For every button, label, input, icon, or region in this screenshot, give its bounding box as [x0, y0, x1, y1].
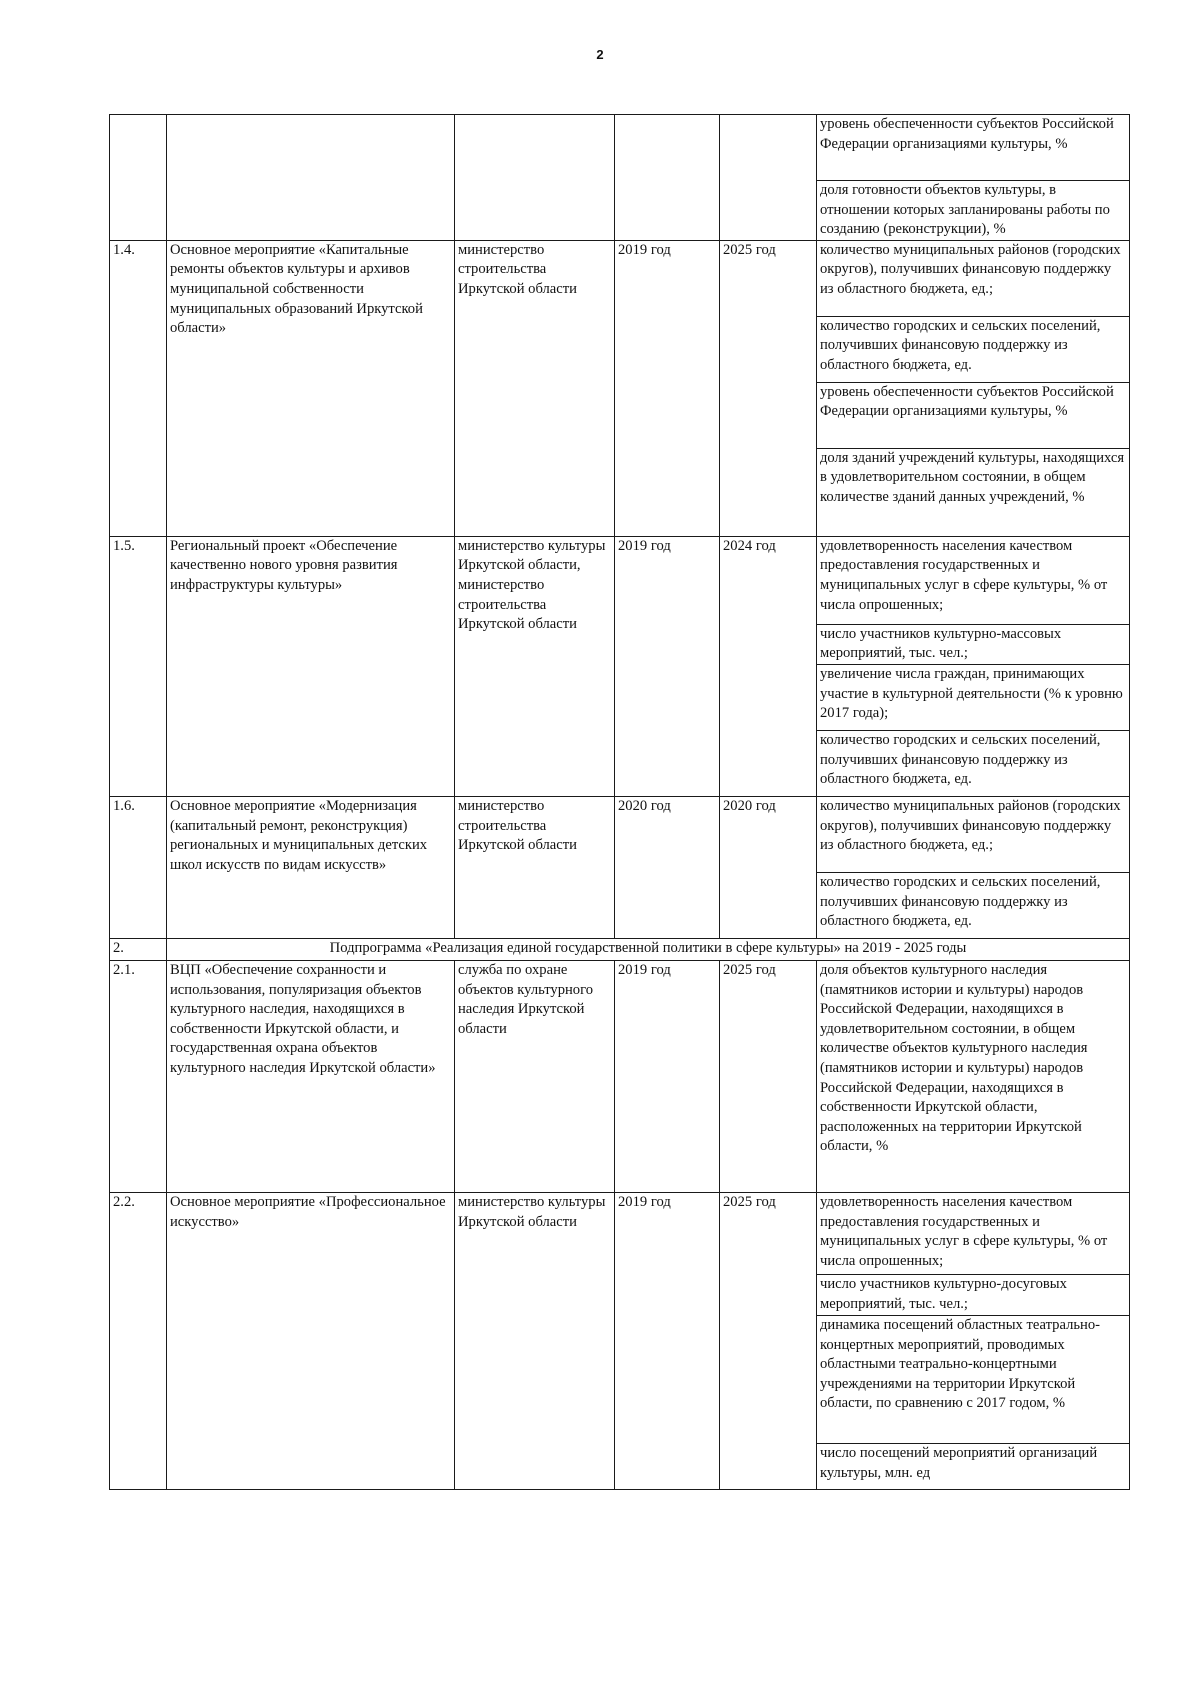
- indicator-cell: число участников культурно-досуговых мероприятий, тыс. чел.;: [817, 1274, 1130, 1315]
- end-year-cell: 2025 год: [720, 240, 817, 536]
- indicator-cell: доля готовности объектов культуры, в отношении которых запланированы работы по созданию (реконструкции), %: [817, 181, 1130, 241]
- indicator-cell: количество городских и сельских поселений, получивших финансовую поддержку из областного бюджета, ед.: [817, 730, 1130, 796]
- measure-name-cell: Основное мероприятие «Модернизация (капитальный ремонт, реконструкция) региональных и муниципальных детских школ искусств по видам искусств»: [167, 796, 455, 938]
- end-year-cell: 2025 год: [720, 1192, 817, 1489]
- indicator-cell: удовлетворенность населения качеством предоставления государственных и муниципальных услуг в сфере культуры, % от числа опрошенных;: [817, 536, 1130, 624]
- executor-cell: министерство строительства Иркутской области: [455, 796, 615, 938]
- table-row: [110, 1192, 1130, 1274]
- indicator-cell: уровень обеспеченности субъектов Российской Федерации организациями культуры, %: [817, 382, 1130, 448]
- indicator-cell: динамика посещений областных театрально-концертных мероприятий, проводимых областными театрально-концертными учреждениями на территории Иркутской области, по сравнению с 2017 годом, %: [817, 1315, 1130, 1443]
- number-cell: 1.4.: [110, 240, 167, 536]
- end-year-cell: 2024 год: [720, 536, 817, 796]
- indicator-cell: увеличение числа граждан, принимающих участие в культурной деятельности (% к уровню 2017 года);: [817, 664, 1130, 730]
- table-row: [110, 796, 1130, 872]
- subprogram-title: Подпрограмма «Реализация единой государственной политики в сфере культуры» на 2019 - 2025 годы: [167, 938, 1130, 960]
- indicator-cell: количество городских и сельских поселений, получивших финансовую поддержку из областного бюджета, ед.: [817, 316, 1130, 382]
- indicator-cell: количество муниципальных районов (городских округов), получивших финансовую поддержку из областного бюджета, ед.;: [817, 796, 1130, 872]
- start-year-cell: 2020 год: [615, 796, 720, 938]
- page-number: 2: [596, 47, 604, 62]
- indicator-cell: число участников культурно-массовых мероприятий, тыс. чел.;: [817, 624, 1130, 664]
- number-cell: [110, 115, 167, 241]
- measure-name-cell: Основное мероприятие «Капитальные ремонты объектов культуры и архивов муниципальной собственности муниципальных образований Иркутской области»: [167, 240, 455, 536]
- start-year-cell: 2019 год: [615, 960, 720, 1192]
- measure-name-cell: Региональный проект «Обеспечение качественно нового уровня развития инфраструктуры культуры»: [167, 536, 455, 796]
- number-cell: 2.: [110, 938, 167, 960]
- start-year-cell: 2019 год: [615, 240, 720, 536]
- executor-cell: [455, 115, 615, 241]
- measure-name-cell: ВЦП «Обеспечение сохранности и использования, популяризация объектов культурного наследия, находящихся в собственности Иркутской области, и государственная охрана объектов культурного наследия Иркутской области»: [167, 960, 455, 1192]
- indicator-cell: доля зданий учреждений культуры, находящихся в удовлетворительном состоянии, в общем количестве зданий данных учреждений, %: [817, 448, 1130, 536]
- start-year-cell: 2019 год: [615, 536, 720, 796]
- executor-cell: министерство строительства Иркутской области: [455, 240, 615, 536]
- end-year-cell: 2025 год: [720, 960, 817, 1192]
- indicator-cell: число посещений мероприятий организаций культуры, млн. ед: [817, 1443, 1130, 1489]
- indicator-cell: удовлетворенность населения качеством предоставления государственных и муниципальных услуг в сфере культуры, % от числа опрошенных;: [817, 1192, 1130, 1274]
- indicator-cell: уровень обеспеченности субъектов Российской Федерации организациями культуры, %: [817, 115, 1130, 181]
- number-cell: 1.6.: [110, 796, 167, 938]
- table-row: [110, 960, 1130, 1192]
- subprogram-row: [110, 938, 1130, 960]
- executor-cell: министерство культуры Иркутской области, министерство строительства Иркутской области: [455, 536, 615, 796]
- measure-name-cell: Основное мероприятие «Профессиональное искусство»: [167, 1192, 455, 1489]
- indicator-cell: количество городских и сельских поселений, получивших финансовую поддержку из областного бюджета, ед.: [817, 872, 1130, 938]
- table-row: [110, 536, 1130, 624]
- indicator-cell: доля объектов культурного наследия (памятников истории и культуры) народов Российской Федерации, находящихся в удовлетворительном состоянии, в общем количестве объектов культурного наследия (памятников истории и культуры) народов Российской Федерации, находящихся в собственности Иркутской области, расположенных на территории Иркутской области, %: [817, 960, 1130, 1192]
- number-cell: 2.1.: [110, 960, 167, 1192]
- executor-cell: министерство культуры Иркутской области: [455, 1192, 615, 1489]
- start-year-cell: [615, 115, 720, 241]
- start-year-cell: 2019 год: [615, 1192, 720, 1489]
- indicator-cell: количество муниципальных районов (городских округов), получивших финансовую поддержку из областного бюджета, ед.;: [817, 240, 1130, 316]
- measure-name-cell: [167, 115, 455, 241]
- table-row: [110, 240, 1130, 316]
- program-measures-table: [109, 114, 1130, 1490]
- executor-cell: служба по охране объектов культурного наследия Иркутской области: [455, 960, 615, 1192]
- end-year-cell: [720, 115, 817, 241]
- number-cell: 2.2.: [110, 1192, 167, 1489]
- number-cell: 1.5.: [110, 536, 167, 796]
- table-row: [110, 115, 1130, 181]
- end-year-cell: 2020 год: [720, 796, 817, 938]
